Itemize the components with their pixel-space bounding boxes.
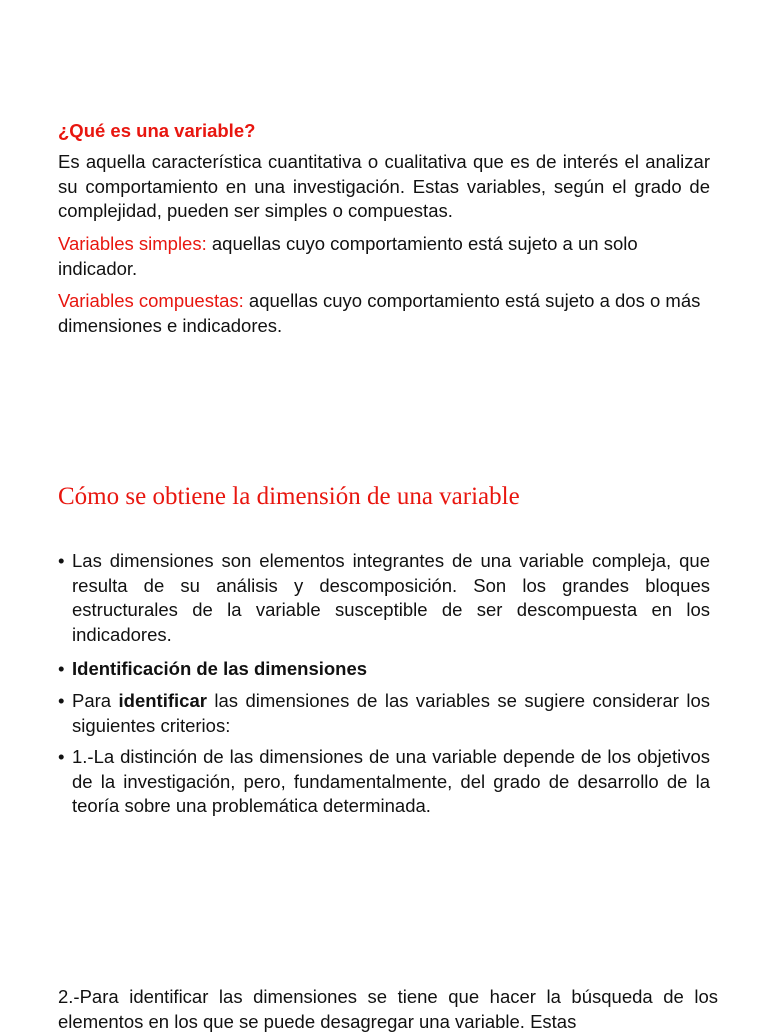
- compound-variables-paragraph: [58, 289, 710, 338]
- simple-variables-text: aquellas cuyo comportamiento está sujeto a un solo indicador.: [58, 233, 638, 279]
- bullet-text-bold: identificar: [118, 690, 207, 711]
- question-heading: [58, 119, 710, 144]
- bullet-icon: •: [58, 746, 65, 767]
- simple-variables-paragraph: [58, 232, 710, 281]
- criterion-2-paragraph: 2.-Para identificar las dimensiones se tiene que hacer la búsqueda de los elementos en los que se puede desagregar una variable. Estas: [58, 986, 718, 1032]
- bullet-dimensions-definition: [58, 549, 710, 647]
- bullet-text-pre: Para: [72, 690, 119, 711]
- bullet-criterion-1: [58, 745, 710, 819]
- bullet-text: 1.-La distinción de las dimensiones de una variable depende de los objetivos de la investigación, pero, fundamentalmente, del grado de desarrollo de la teoría sobre una problemática determinada.: [72, 746, 710, 816]
- bullet-identification-heading: [58, 657, 710, 682]
- variable-definition: Es aquella característica cuantitativa o cualitativa que es de interés el analizar su comportamiento en una investigación. Estas variables, según el grado de complejidad, pueden ser simples o compuestas.: [58, 151, 710, 221]
- bullet-text: Las dimensiones son elementos integrantes de una variable compleja, que resulta de su análisis y descomposición. Son los grandes bloques estructurales de la variable susceptible de ser descompuesta en los indicadores.: [72, 550, 710, 645]
- bullet-text-post: las dimensiones de las variables se sugiere considerar los siguientes criterios:: [72, 690, 710, 736]
- dimension-section-title: Cómo se obtiene la dimensión de una variable: [58, 483, 520, 510]
- bullet-icon: •: [58, 550, 65, 571]
- bullet-icon: •: [58, 658, 65, 679]
- question-heading-text: ¿Qué es una variable?: [58, 120, 256, 141]
- compound-variables-label: Variables compuestas:: [58, 290, 244, 311]
- bullet-icon: •: [58, 690, 65, 711]
- simple-variables-label: Variables simples:: [58, 233, 207, 254]
- bullet-text: Identificación de las dimensiones: [72, 658, 368, 679]
- bullet-identify-criteria: [58, 689, 710, 738]
- compound-variables-text: aquellas cuyo comportamiento está sujeto a dos o más dimensiones e indicadores.: [58, 290, 701, 336]
